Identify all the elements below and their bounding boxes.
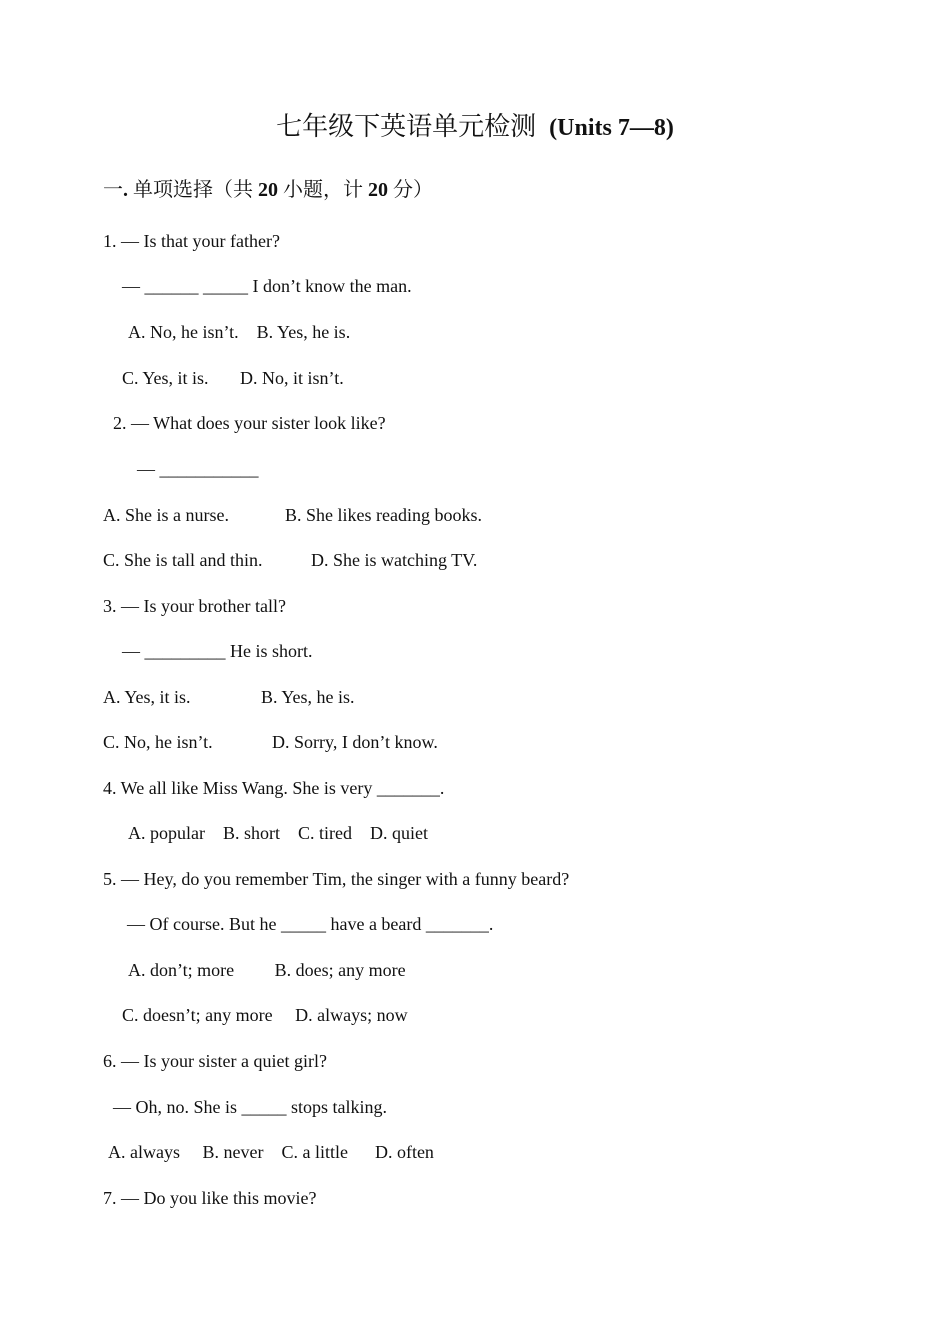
question-6-options: A. always B. never C. a little D. often	[108, 1142, 434, 1162]
section-heading	[103, 177, 433, 203]
section-label: 单项选择（共	[128, 179, 258, 201]
question-5: 5. — Hey, do you remember Tim, the singer with a funny beard?	[103, 869, 570, 889]
question-6-answer-line: — Oh, no. She is _____ stops talking.	[113, 1097, 388, 1117]
question-7: 7. — Do you like this movie?	[103, 1188, 317, 1208]
title-chinese: 七年级下英语单元检测	[276, 112, 537, 141]
question-1-options-ab: A. No, he isn’t. B. Yes, he is.	[128, 322, 351, 342]
question-2-option-c: C. She is tall and thin.	[103, 550, 263, 570]
section-number: 一	[103, 179, 123, 201]
question-6: 6. — Is your sister a quiet girl?	[103, 1051, 327, 1071]
section-dot: .	[123, 179, 128, 201]
question-2-option-b: B. She likes reading books.	[285, 505, 482, 525]
question-2-option-a: A. She is a nurse.	[103, 505, 229, 525]
question-3: 3. — Is your brother tall?	[103, 596, 286, 616]
question-3-option-c: C. No, he isn’t.	[103, 732, 213, 752]
section-question-count: 20	[258, 179, 278, 201]
page-title	[0, 110, 950, 145]
question-5-options-ab: A. don’t; more B. does; any more	[128, 960, 406, 980]
question-1-answer-line: — ______ _____ I don’t know the man.	[122, 276, 412, 296]
question-3-option-a: A. Yes, it is.	[103, 687, 191, 707]
question-4: 4. We all like Miss Wang. She is very _______.	[103, 778, 445, 798]
section-points: 20	[368, 179, 388, 201]
question-1: 1. — Is that your father?	[103, 231, 280, 251]
title-units: (Units 7—8)	[549, 115, 674, 141]
question-5-options-cd: C. doesn’t; any more D. always; now	[122, 1005, 408, 1025]
section-mid: 小题，计	[278, 179, 368, 201]
question-2: 2. — What does your sister look like?	[113, 413, 386, 433]
question-5-answer-line: — Of course. But he _____ have a beard _______.	[127, 914, 494, 934]
question-4-options: A. popular B. short C. tired D. quiet	[128, 823, 428, 843]
section-suffix: 分）	[388, 179, 433, 201]
question-3-option-b: B. Yes, he is.	[261, 687, 355, 707]
question-3-answer-line: — _________ He is short.	[122, 641, 313, 661]
question-2-answer-line: — ___________	[137, 459, 259, 479]
question-1-options-cd: C. Yes, it is. D. No, it isn’t.	[122, 368, 344, 388]
question-3-option-d: D. Sorry, I don’t know.	[272, 732, 438, 752]
question-2-option-d: D. She is watching TV.	[311, 550, 478, 570]
